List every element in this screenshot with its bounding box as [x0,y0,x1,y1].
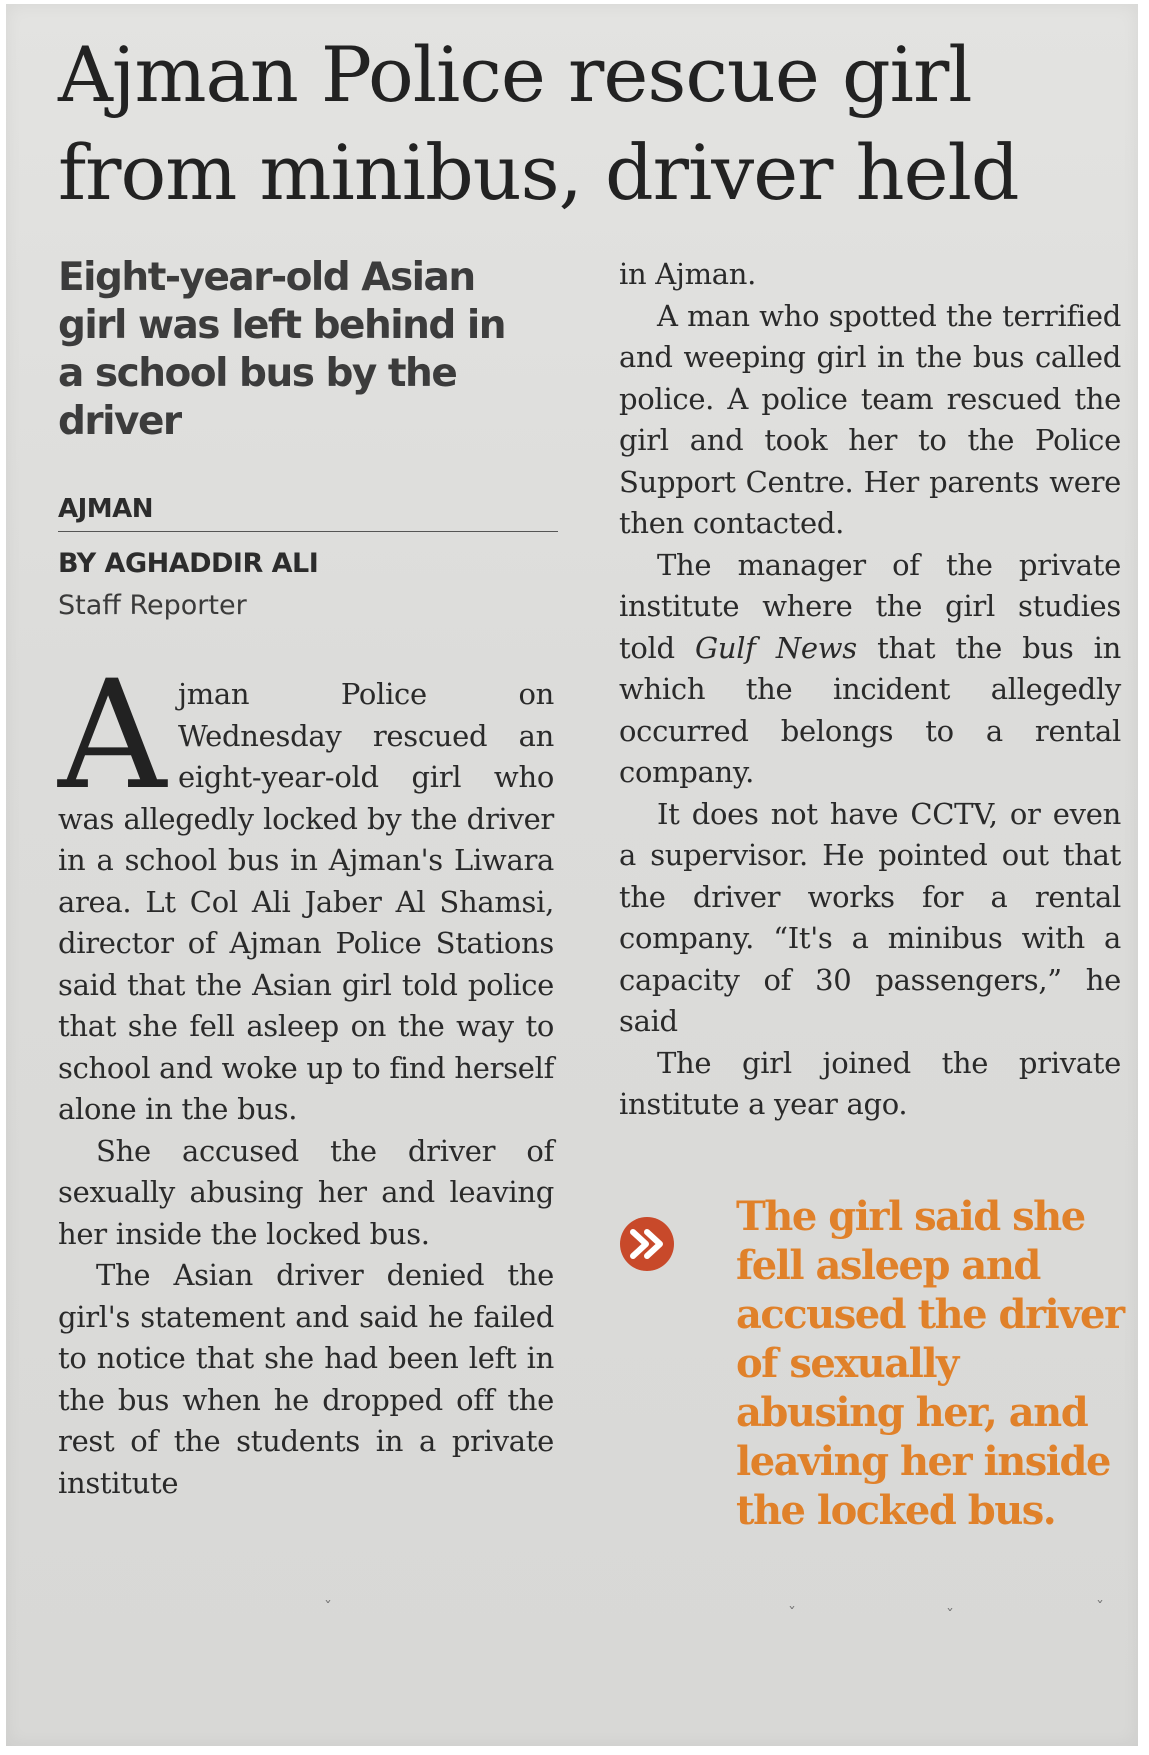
body-paragraph: The girl joined the private institute a year ago. [619,1045,1121,1121]
body-paragraph-text: that the bus in which the incident allegedly occurred belongs to a rental company. [619,630,1121,789]
reporter-role: Staff Reporter [58,590,247,621]
speck: ˇ [324,1598,332,1617]
body-paragraph: She accused the driver of sexually abusing her and leaving her inside the locked bus. [58,1133,554,1251]
pull-quote-text: The girl said she fell asleep and accused the driver of sexually abusing her, and leaving her inside the locked bus. [736,1193,1124,1534]
publication-name: Gulf News [694,630,857,665]
byline: BY AGHADDIR ALI [58,548,319,579]
newspaper-clipping [6,4,1138,1746]
right-column [619,254,1121,1126]
fast-forward-icon [619,1216,675,1272]
drop-cap: A [58,649,167,823]
speck: ˇ [1096,1598,1104,1617]
standfirst: Eight-year-old Asian girl was left behind in a school bus by the driver [58,255,506,444]
body-paragraph [58,649,555,1131]
left-column [58,649,555,1504]
body-continuation: in Ajman. [619,257,757,291]
body-paragraph [619,545,1121,794]
body-paragraph-text: The manager of the private institute where the girl studies told [619,547,1121,665]
body-paragraph-text: jman Police on Wednesday rescued an eight-year-old girl who was allegedly locked by the driver in a school bus in Ajman's Liwara area. Lt Col Ali Jaber Al Shamsi, director of Ajman Police Stations said that the Asian girl told police that she fell asleep on the way to school and woke up to find herself alone in the bus. [58,677,555,1126]
body-paragraph: It does not have CCTV, or even a supervisor. He pointed out that the driver works for a rental company. “It's a minibus with a capacity of 30 passengers,” he said [619,796,1121,1038]
body-paragraph: A man who spotted the terrified and weeping girl in the bus called police. A police team rescued the girl and took her to the Police Support Centre. Her parents were then contacted. [619,298,1121,540]
dateline: AJMAN [58,492,558,532]
body-paragraph: The Asian driver denied the girl's statement and said he failed to notice that she had been left in the bus when he dropped off the rest of the students in a private institute [58,1258,554,1500]
pull-quote [619,1192,1138,1592]
speck: ˇ [788,1604,796,1623]
speck: ˇ [946,1606,954,1625]
headline: Ajman Police rescue girl from minibus, driver held [58,30,1019,217]
